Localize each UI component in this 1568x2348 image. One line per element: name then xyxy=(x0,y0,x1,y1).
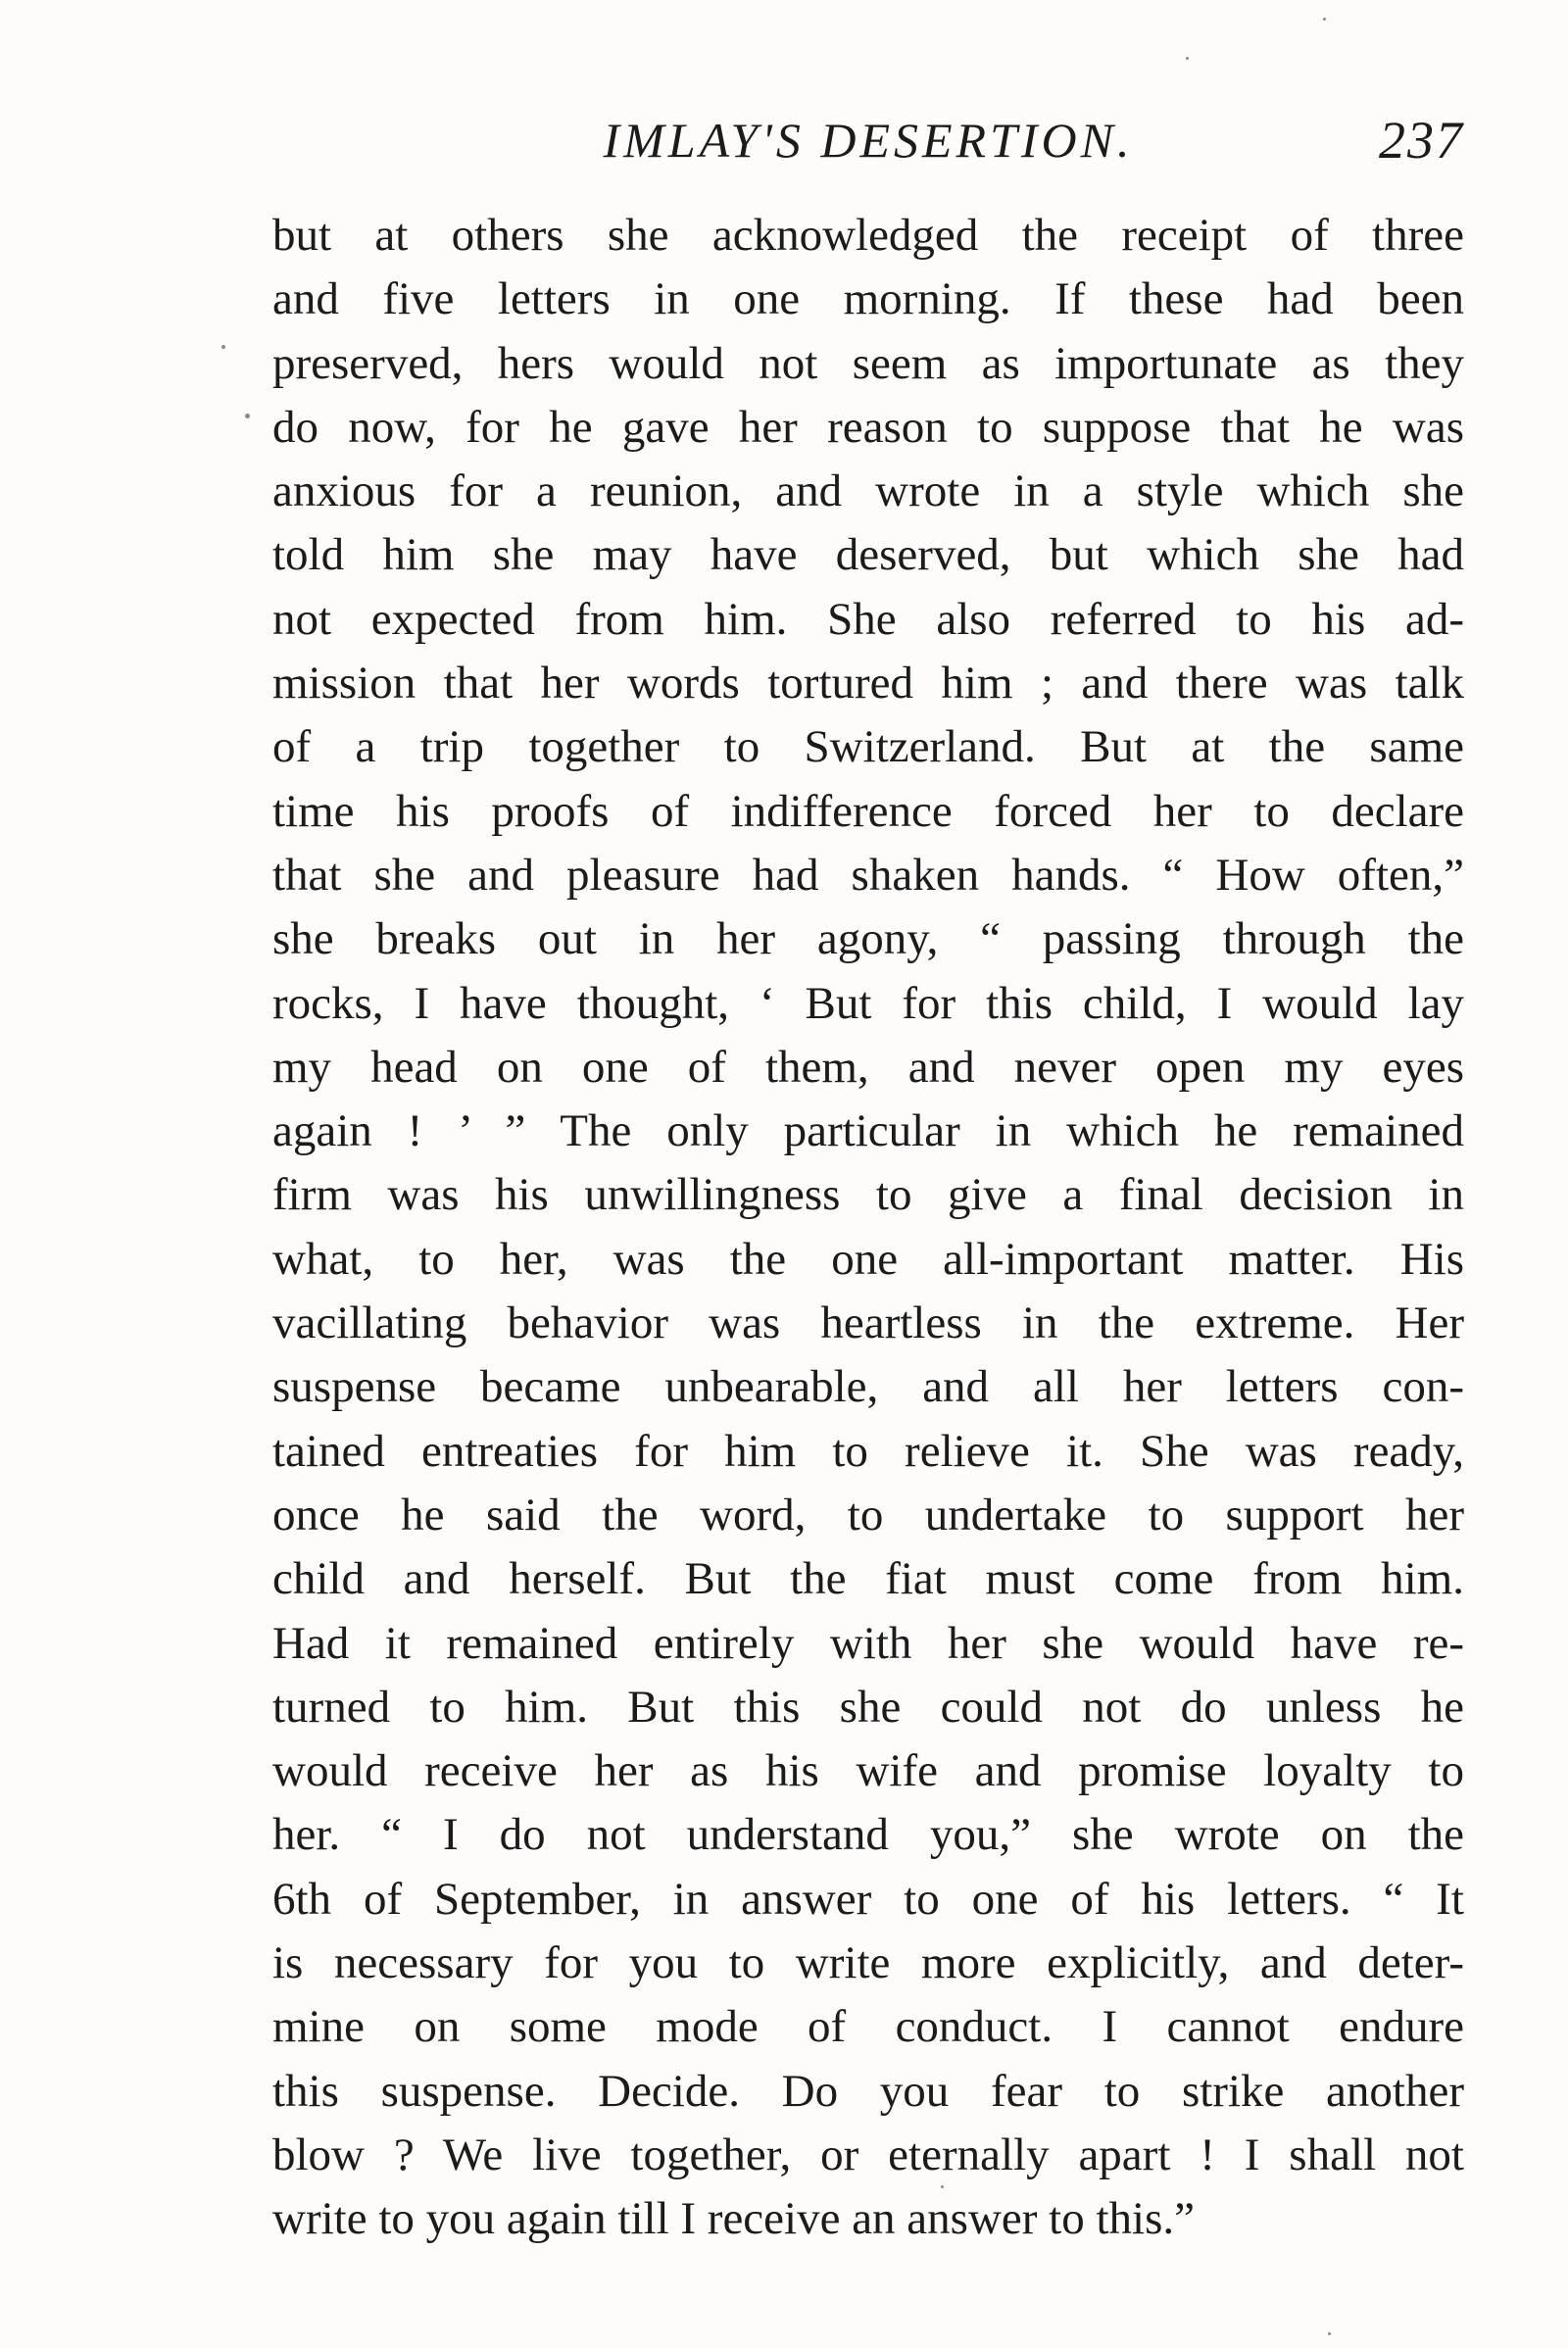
text-line: vacillating behavior was heartless in the extreme. Her xyxy=(272,1297,1464,1349)
text-line: this suspense. Decide. Do you fear to strike another xyxy=(272,2065,1464,2117)
text-line: what, to her, was the one all-important matter. His xyxy=(272,1233,1464,1285)
text-line: firm was his unwillingness to give a final decision in xyxy=(272,1169,1464,1221)
text-line: blow ? We live together, or eternally apart ! I shall not xyxy=(272,2128,1464,2180)
text-line: Had it remained entirely with her she would have re- xyxy=(272,1617,1464,1669)
paper-speck xyxy=(221,345,225,349)
text-line: turned to him. But this she could not do unless he xyxy=(272,1681,1464,1733)
text-line: not expected from him. She also referred to his ad- xyxy=(272,593,1464,645)
paper-speck xyxy=(941,2185,944,2188)
text-line: she breaks out in her agony, “ passing through the xyxy=(272,913,1464,965)
body-text xyxy=(272,204,1464,2252)
paper-speck xyxy=(1328,2332,1331,2335)
running-title: IMLAY'S DESERTION. xyxy=(603,113,1134,168)
text-line: and five letters in one morning. If these had been xyxy=(272,273,1464,325)
text-line: preserved, hers would not seem as importunate as they xyxy=(272,337,1464,389)
text-line: mission that her words tortured him ; and there was talk xyxy=(272,658,1464,709)
text-line: write to you again till I receive an answer to this.” xyxy=(272,2193,1195,2245)
paper-speck xyxy=(245,414,250,418)
text-line: child and herself. But the fiat must come from him. xyxy=(272,1553,1464,1605)
text-line: but at others she acknowledged the receipt of three xyxy=(272,210,1464,261)
text-line: once he said the word, to undertake to support her xyxy=(272,1489,1464,1541)
text-line: her. “ I do not understand you,” she wrote on the xyxy=(272,1809,1464,1861)
text-line: anxious for a reunion, and wrote in a style which she xyxy=(272,465,1464,517)
text-line: tained entreaties for him to relieve it. She was ready, xyxy=(272,1425,1464,1477)
paper-speck xyxy=(1323,18,1326,21)
text-line: suspense became unbearable, and all her letters con- xyxy=(272,1361,1464,1413)
text-line: of a trip together to Switzerland. But at the same xyxy=(272,721,1464,773)
text-line: mine on some mode of conduct. I cannot endure xyxy=(272,2001,1464,2053)
text-line: is necessary for you to write more explicitly, and deter- xyxy=(272,1937,1464,1989)
text-line: 6th of September, in answer to one of his letters. “ It xyxy=(272,1873,1464,1925)
text-line: that she and pleasure had shaken hands. “ How often,” xyxy=(272,849,1464,901)
text-line: would receive her as his wife and promise loyalty to xyxy=(272,1745,1464,1797)
text-line: time his proofs of indifference forced her to declare xyxy=(272,785,1464,837)
text-line: do now, for he gave her reason to suppose that he was xyxy=(272,401,1464,453)
page-number: 237 xyxy=(1379,111,1464,170)
running-head xyxy=(272,106,1464,174)
text-line: my head on one of them, and never open my eyes xyxy=(272,1041,1464,1093)
text-line: again ! ’ ” The only particular in which he remained xyxy=(272,1105,1464,1157)
text-line: rocks, I have thought, ‘ But for this child, I would lay xyxy=(272,977,1464,1029)
paper-speck xyxy=(1186,57,1189,60)
text-line: told him she may have deserved, but which she had xyxy=(272,529,1464,581)
